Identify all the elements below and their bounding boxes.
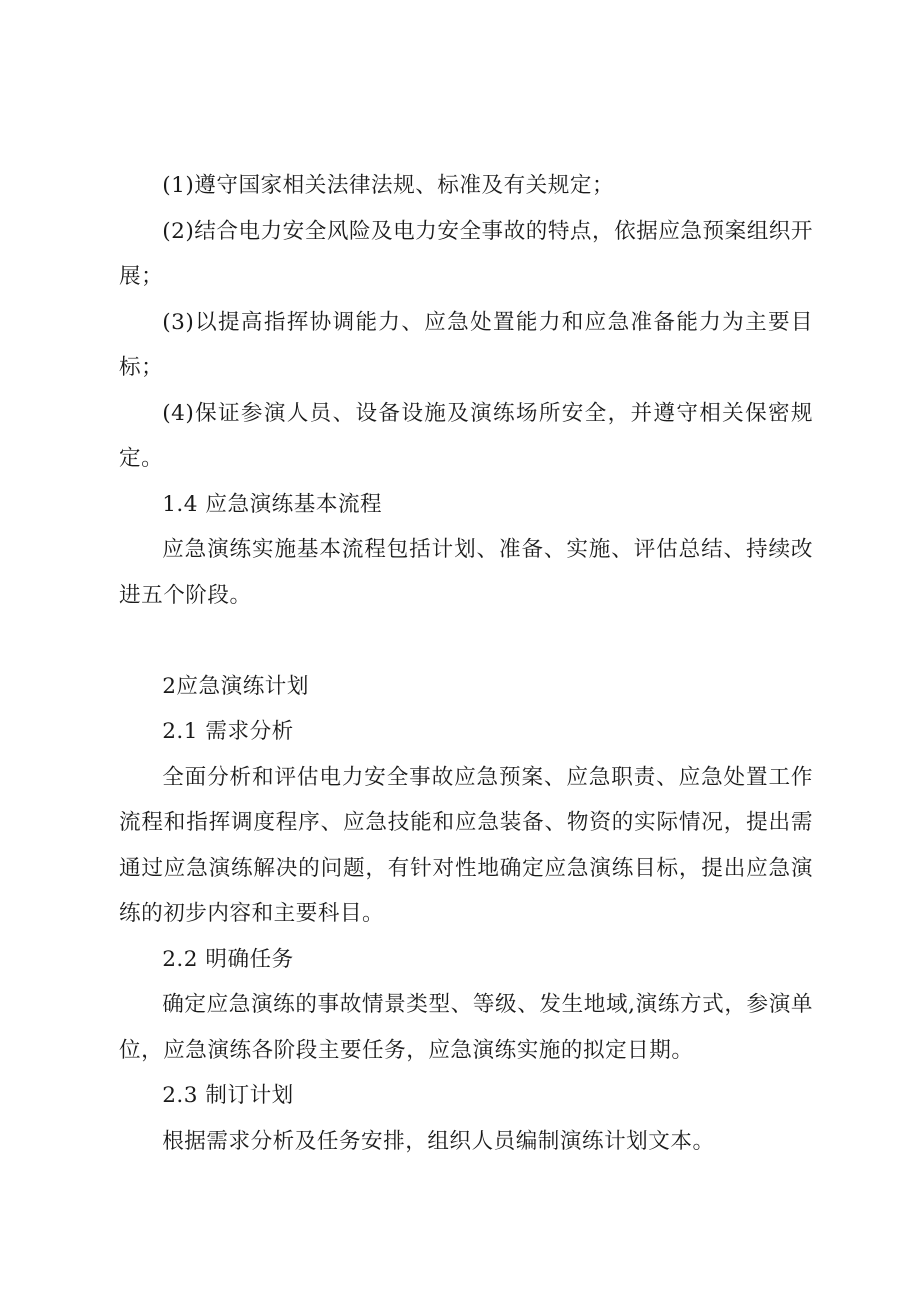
list-item-1: (1)遵守国家相关法律法规、标准及有关规定； — [162, 173, 615, 198]
section-heading-2-2: 2.2 明确任务 — [162, 946, 294, 972]
section-heading-2-3: 2.3 制订计划 — [162, 1083, 294, 1108]
section-heading-1-4: 1.4 应急演练基本流程 — [162, 491, 383, 517]
paragraph-tasks: 确定应急演练的事故情景类型、等级、发生地域,演练方式，参演单位，应急演练各阶段主要任务，应急演练实施的拟定日期。 — [119, 992, 813, 1063]
paragraph-needs-analysis: 全面分析和评估电力安全事故应急预案、应急职责、应急处置工作流程和指挥调度程序、应急技能和应急装备、物资的实际情况，提出需通过应急演练解决的问题，有针对性地确定应急演练目标，提出应急演练的初步内容和主要科目。 — [119, 764, 813, 926]
section-gap — [119, 618, 813, 664]
list-item-2: (2)结合电力安全风险及电力安全事故的特点，依据应急预案组织开展； — [119, 218, 813, 289]
section-heading-2-1: 2.1 需求分析 — [162, 719, 294, 744]
paragraph-plan: 根据需求分析及任务安排，组织人员编制演练计划文本。 — [162, 1128, 715, 1154]
list-item-4: (4)保证参演人员、设备设施及演练场所安全，并遵守相关保密规定。 — [119, 400, 813, 471]
paragraph-process: 应急演练实施基本流程包括计划、准备、实施、评估总结、持续改进五个阶段。 — [119, 537, 813, 608]
section-heading-2: 2应急演练计划 — [162, 673, 309, 699]
document-body — [119, 163, 813, 1164]
list-item-3: (3)以提高指挥协调能力、应急处置能力和应急准备能力为主要目标； — [119, 309, 813, 380]
